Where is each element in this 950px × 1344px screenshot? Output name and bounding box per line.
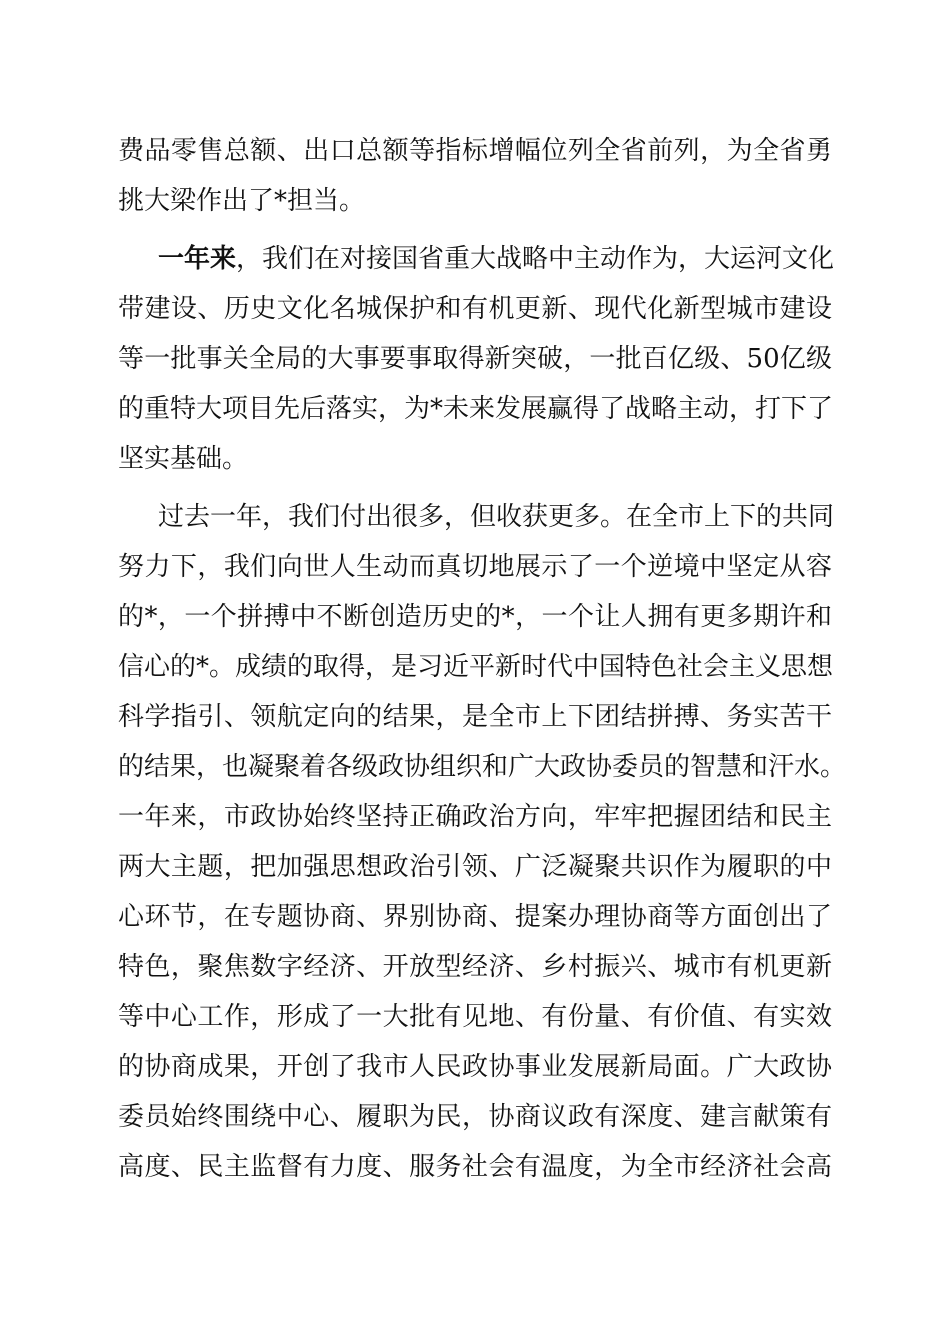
paragraph-2-line-1 bbox=[158, 239, 835, 279]
paragraph-3-line-14: 高度、民主监督有力度、服务社会有温度，为全市经济社会高 bbox=[118, 1152, 832, 1182]
paragraph-3-line-7: 一年来，市政协始终坚持正确政治方向，牢牢把握团结和民主 bbox=[118, 802, 832, 832]
paragraph-3-line-13: 委员始终围绕中心、履职为民，协商议政有深度、建言献策有 bbox=[118, 1102, 832, 1132]
paragraph-3-line-10: 特色，聚焦数字经济、开放型经济、乡村振兴、城市有机更新 bbox=[118, 952, 832, 982]
paragraph-3-line-4: 信心的*。成绩的取得，是习近平新时代中国特色社会主义思想 bbox=[118, 652, 834, 682]
paragraph-3-line-3: 的*，一个拼搏中不断创造历史的*，一个让人拥有更多期许和 bbox=[118, 602, 832, 632]
paragraph-2-line-2: 带建设、历史文化名城保护和有机更新、现代化新型城市建设 bbox=[118, 294, 832, 324]
paragraph-2-line-4: 的重特大项目先后落实，为*未来发展赢得了战略主动，打下了 bbox=[118, 394, 834, 424]
paragraph-3-line-12: 的协商成果，开创了我市人民政协事业发展新局面。广大政协 bbox=[118, 1052, 832, 1082]
paragraph-3-line-2: 努力下，我们向世人生动而真切地展示了一个逆境中坚定从容 bbox=[118, 552, 832, 582]
paragraph-3-line-9: 心环节，在专题协商、界别协商、提案办理协商等方面创出了 bbox=[118, 902, 832, 932]
paragraph-2-line-1-text: ，我们在对接国省重大战略中主动作为，大运河文化 bbox=[236, 244, 835, 274]
paragraph-2-line-5: 坚实基础。 bbox=[118, 444, 249, 474]
paragraph-3-line-11: 等中心工作，形成了一大批有见地、有份量、有价值、有实效 bbox=[118, 1002, 832, 1032]
paragraph-1-line-2: 挑大梁作出了*担当。 bbox=[118, 186, 366, 216]
paragraph-3-line-8: 两大主题，把加强思想政治引领、广泛凝聚共识作为履职的中 bbox=[118, 852, 832, 882]
paragraph-3-line-1: 过去一年，我们付出很多，但收获更多。在全市上下的共同 bbox=[158, 502, 835, 532]
paragraph-3-line-6: 的结果，也凝聚着各级政协组织和广大政协委员的智慧和汗水。 bbox=[118, 752, 847, 782]
paragraph-3-line-5: 科学指引、领航定向的结果，是全市上下团结拼搏、务实苦干 bbox=[118, 702, 832, 732]
paragraph-2-line-3: 等一批事关全局的大事要事取得新突破，一批百亿级、50亿级 bbox=[118, 344, 832, 374]
paragraph-2-bold-lead: 一年来 bbox=[158, 244, 237, 274]
paragraph-1-line-1: 费品零售总额、出口总额等指标增幅位列全省前列，为全省勇 bbox=[118, 136, 832, 166]
